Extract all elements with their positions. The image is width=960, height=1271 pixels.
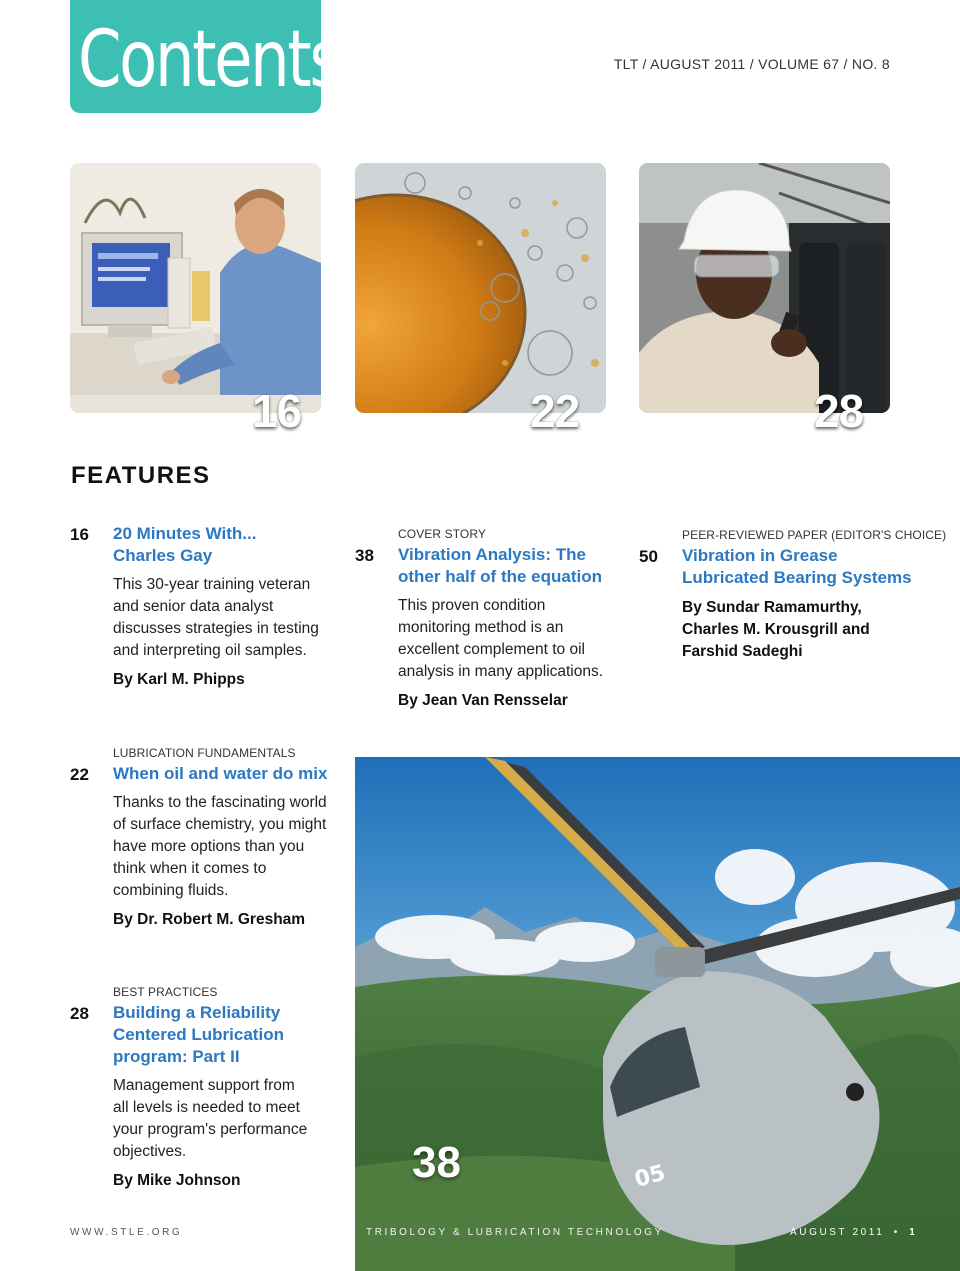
article-description: [113, 574, 319, 662]
helicopter-over-mountains-image: [355, 757, 960, 1271]
article-reliability-lubrication[interactable]: [113, 1002, 307, 1192]
svg-text:05: 05: [632, 1160, 669, 1193]
description-line: and senior data analyst: [113, 598, 274, 615]
article-title-line[interactable]: other half of the equation: [398, 567, 602, 586]
article-description: [113, 792, 327, 902]
article-byline: [682, 597, 912, 663]
description-line: This proven condition: [398, 597, 546, 614]
thumbnail-page-number: 16: [252, 385, 302, 437]
thumbnail-page-number: 22: [530, 385, 580, 437]
thumbnail-worker-photo[interactable]: [639, 163, 890, 413]
description-line: and interpreting oil samples.: [113, 642, 307, 659]
page-title: Contents: [78, 15, 340, 105]
cover-photo-page-number: 38: [412, 1138, 461, 1187]
description-line: combining fluids.: [113, 882, 229, 899]
article-page-number: 16: [70, 525, 89, 544]
description-line: all levels is needed to meet: [113, 1099, 300, 1116]
article-kicker: COVER STORY: [398, 527, 487, 541]
oil-water-droplet-image: [355, 163, 606, 413]
issue-line: TLT / AUGUST 2011 / VOLUME 67 / NO. 8: [613, 56, 890, 72]
article-title-line[interactable]: Lubricated Bearing Systems: [682, 568, 912, 587]
byline-line: Charles M. Krousgrill and: [682, 621, 870, 638]
analyst-at-computer-image: [70, 163, 321, 413]
article-kicker: PEER-REVIEWED PAPER (EDITOR'S CHOICE): [682, 528, 947, 542]
article-title-line[interactable]: Centered Lubrication: [113, 1025, 284, 1044]
article-description: [398, 595, 603, 683]
article-vibration-grease[interactable]: [682, 545, 912, 663]
description-line: of surface chemistry, you might: [113, 816, 327, 833]
article-title[interactable]: [113, 1002, 307, 1068]
description-line: excellent complement to oil: [398, 641, 585, 658]
article-title-line[interactable]: Vibration Analysis: The: [398, 545, 586, 564]
description-line: think when it comes to: [113, 860, 267, 877]
article-oil-and-water[interactable]: [113, 763, 327, 931]
description-line: Thanks to the fascinating world: [113, 794, 327, 811]
footer-date-page: [790, 1227, 917, 1238]
footer-page-number: 1: [909, 1227, 918, 1238]
article-title-line[interactable]: Charles Gay: [113, 546, 213, 565]
article-byline: By Dr. Robert M. Gresham: [113, 911, 306, 928]
description-line: your program's performance: [113, 1121, 308, 1138]
article-20-minutes-with[interactable]: [113, 523, 319, 691]
article-page-number: 50: [639, 547, 658, 566]
article-title[interactable]: [113, 523, 319, 567]
footer-website-link[interactable]: WWW.STLE.ORG: [70, 1227, 183, 1238]
byline-line: By Sundar Ramamurthy,: [682, 599, 862, 616]
article-byline: By Mike Johnson: [113, 1172, 241, 1189]
article-title[interactable]: [682, 545, 912, 589]
helicopter-cover-photo[interactable]: [355, 757, 960, 1271]
article-vibration-analysis[interactable]: [398, 544, 603, 712]
article-byline: By Jean Van Rensselar: [398, 692, 568, 709]
footer-publication-name: TRIBOLOGY & LUBRICATION TECHNOLOGY: [366, 1227, 664, 1238]
byline-line: Farshid Sadeghi: [682, 643, 803, 660]
description-line: objectives.: [113, 1143, 187, 1160]
article-page-number: 38: [355, 546, 374, 565]
article-kicker: LUBRICATION FUNDAMENTALS: [113, 746, 296, 760]
description-line: Management support from: [113, 1077, 295, 1094]
footer-separator: •: [893, 1227, 900, 1238]
article-title[interactable]: [398, 544, 603, 588]
worker-hardhat-image: [639, 163, 890, 413]
article-page-number: 22: [70, 765, 89, 784]
description-line: have more options than you: [113, 838, 305, 855]
article-kicker: BEST PRACTICES: [113, 985, 218, 999]
footer-date: AUGUST 2011: [790, 1227, 885, 1238]
description-line: monitoring method is an: [398, 619, 564, 636]
thumbnail-page-number: 28: [814, 385, 864, 437]
description-line: This 30-year training veteran: [113, 576, 311, 593]
article-byline: By Karl M. Phipps: [113, 671, 245, 688]
description-line: analysis in many applications.: [398, 663, 604, 680]
thumbnail-analyst-photo[interactable]: [70, 163, 321, 413]
article-title-line[interactable]: Building a Reliability: [113, 1003, 281, 1022]
article-page-number: 28: [70, 1004, 89, 1023]
article-title-line[interactable]: Vibration in Grease: [682, 546, 838, 565]
description-line: discusses strategies in testing: [113, 620, 319, 637]
article-title[interactable]: When oil and water do mix: [113, 764, 328, 783]
article-title-line[interactable]: program: Part II: [113, 1047, 240, 1066]
thumbnail-oil-bubbles-photo[interactable]: [355, 163, 606, 413]
article-title-line[interactable]: 20 Minutes With...: [113, 524, 257, 543]
article-description: [113, 1075, 307, 1163]
features-heading: FEATURES: [71, 462, 211, 489]
